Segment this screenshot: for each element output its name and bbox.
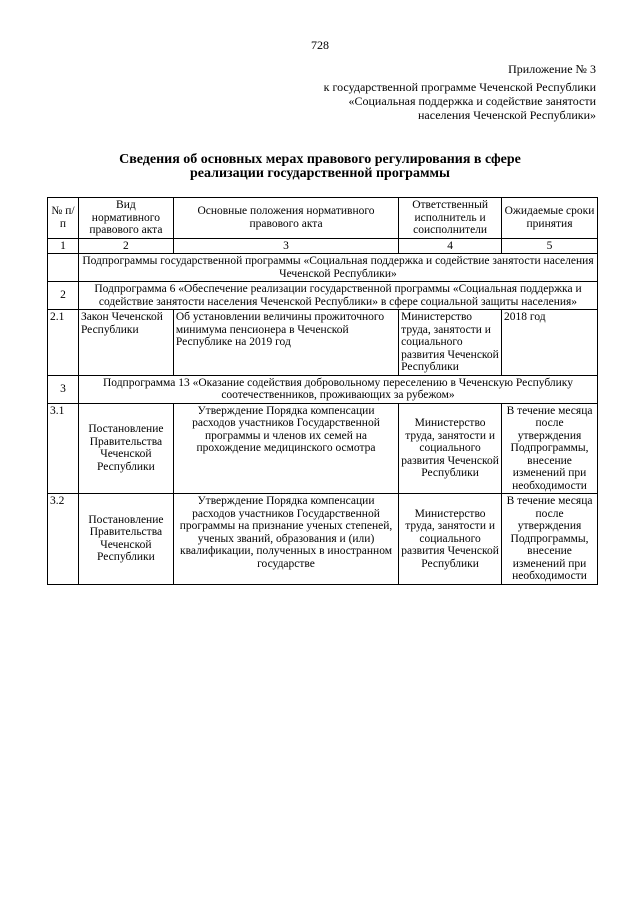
section-empty-cell [48,254,79,282]
table-row [48,310,598,376]
table-row [48,403,598,494]
subprogram-title: Подпрограмма 6 «Обеспечение реализации государственной программы «Социальная поддержка и содействие занятости населения Чеченской Республики» в сфере социальной защиты населения» [78,282,597,310]
act-executor: Министерство труда, занятости и социального развития Чеченской Республики [399,494,502,585]
col-number: 1 [48,238,79,254]
act-provisions: Об установлении величины прожиточного минимума пенсионера в Чеченской Республике на 2019 год [173,310,398,376]
header-provisions: Основные положения нормативного правового акта [173,198,398,239]
col-number: 4 [399,238,502,254]
appendix-line-3: населения Чеченской Республики» [417,108,596,122]
act-executor: Министерство труда, занятости и социального развития Чеченской Республики [399,310,502,376]
row-number: 2.1 [48,310,79,376]
act-executor: Министерство труда, занятости и социального развития Чеченской Республики [399,403,502,494]
act-deadline: В течение месяца после утверждения Подпрограммы, внесение изменений при необходимости [502,494,598,585]
subprogram-number: 2 [48,282,79,310]
col-number: 3 [173,238,398,254]
appendix-line-2: «Социальная поддержка и содействие занятости [348,94,596,108]
column-numbers-row [48,238,598,254]
act-provisions: Утверждение Порядка компенсации расходов участников Государственной программы на признание ученых степеней, ученых званий, образования и (или) квалификации, полученных в иностранном государстве [173,494,398,585]
header-type: Вид нормативного правового акта [78,198,173,239]
header-num: № п/п [48,198,79,239]
col-number: 5 [502,238,598,254]
act-deadline: В течение месяца после утверждения Подпрограммы, внесение изменений при необходимости [502,403,598,494]
appendix-header [324,62,596,122]
subprogram-row [48,375,598,403]
row-number: 3.1 [48,403,79,494]
document-title [60,153,580,181]
section-title: Подпрограммы государственной программы «Социальная поддержка и содействие занятости населения Чеченской Республики» [78,254,597,282]
header-executor: Ответственный исполнитель и соисполнители [399,198,502,239]
row-number: 3.2 [48,494,79,585]
appendix-label: Приложение № 3 [508,62,596,76]
page-number: 728 [311,38,329,52]
title-line-1: Сведения об основных мерах правового регулирования в сфере [119,152,521,167]
measures-table [47,197,598,585]
subprogram-title: Подпрограмма 13 «Оказание содействия добровольному переселению в Чеченскую Республику соотечественников, проживающих за рубежом» [78,375,597,403]
act-type: Постановление Правительства Чеченской Республики [78,403,173,494]
section-row [48,254,598,282]
title-line-2: реализации государственной программы [190,166,450,181]
header-deadline: Ожидаемые сроки принятия [502,198,598,239]
table-header-row [48,198,598,239]
appendix-line-1: к государственной программе Чеченской Республики [323,80,596,94]
col-number: 2 [78,238,173,254]
act-type: Закон Чеченской Республики [78,310,173,376]
act-provisions: Утверждение Порядка компенсации расходов участников Государственной программы и членов их семей на прохождение медицинского осмотра [173,403,398,494]
act-deadline: 2018 год [502,310,598,376]
table-row [48,494,598,585]
act-type: Постановление Правительства Чеченской Республики [78,494,173,585]
subprogram-row [48,282,598,310]
subprogram-number: 3 [48,375,79,403]
